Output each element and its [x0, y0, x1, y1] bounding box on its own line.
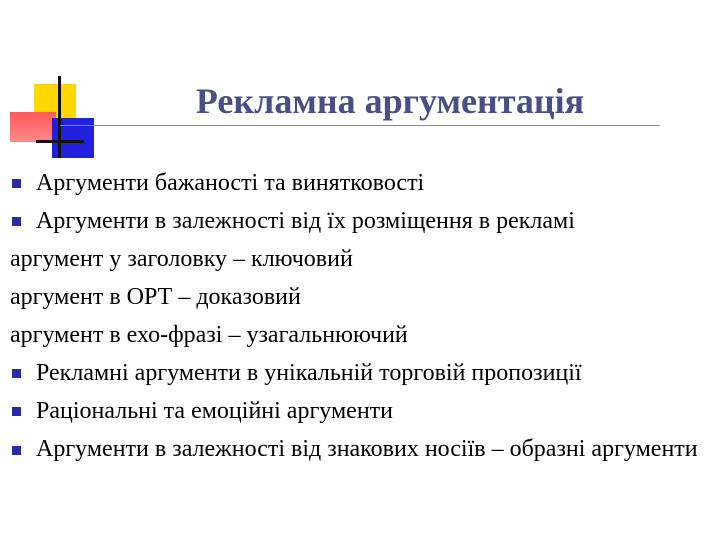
slide-title: Рекламна аргументація	[195, 81, 585, 121]
list-item-text: аргумент в ехо-фразі – узагальнюючий	[10, 322, 408, 348]
list-item-text: Рекламні аргументи в унікальній торговій пропозиції	[36, 360, 582, 386]
title-underline	[60, 125, 660, 126]
list-item	[10, 354, 710, 392]
list-item-text: Аргументи в залежності від знакових носіїв – образні аргументи	[36, 436, 698, 462]
horizontal-line-shape	[36, 140, 84, 143]
bullet-list	[10, 164, 710, 465]
red-square-shape	[10, 112, 56, 142]
list-item	[10, 164, 710, 202]
list-item	[10, 202, 710, 240]
square-bullet-icon	[12, 217, 21, 226]
list-item-text: аргумент у заголовку – ключовий	[10, 246, 353, 272]
square-bullet-icon	[12, 407, 21, 416]
list-item-text: Раціональні та емоційні аргументи	[36, 398, 393, 424]
square-bullet-icon	[12, 446, 21, 455]
list-item	[10, 240, 710, 278]
square-bullet-icon	[12, 369, 21, 378]
list-item	[10, 430, 710, 465]
list-item	[10, 278, 710, 316]
list-item-text: Аргументи бажаності та винятковості	[36, 170, 425, 196]
list-item-text: аргумент в ОРТ – доказовий	[10, 284, 301, 310]
list-item	[10, 316, 710, 354]
list-item	[10, 392, 710, 430]
square-bullet-icon	[12, 179, 21, 188]
list-item-text: Аргументи в залежності від їх розміщення в рекламі	[36, 208, 575, 234]
